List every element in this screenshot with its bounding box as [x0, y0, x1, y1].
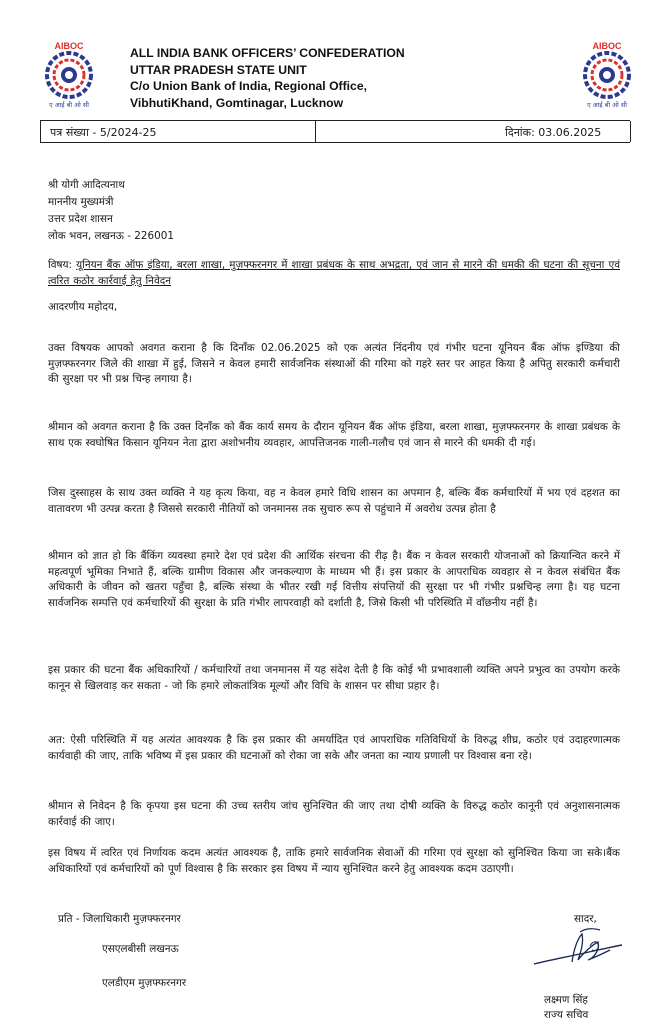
subject-text: यूनियन बैंक ऑफ इंडिया, बरला शाखा, मुज़फ्फरनगर में शाखा प्रबंधक के साथ अभद्रता, एवं जान से मारने की धमकी की घटना की सूचना एवं त्वरित कठोर कार्रवाई हेतु निवेदन: [48, 259, 620, 287]
handwritten-signature: [528, 920, 624, 982]
recipient-office: उत्तर प्रदेश शासन: [48, 213, 113, 225]
logo-motto: ए आई बी ओ सी: [49, 101, 89, 109]
body-paragraph-7: श्रीमान से निवेदन है कि कृपया इस घटना की उच्च स्तरीय जांच सुनिश्चित की जाए तथा दोषी व्यक्ति के विरुद्ध कठोर कानूनी एवं अनुशासनात्मक कार्रवाई की जाए।: [48, 800, 620, 828]
body-paragraph-4: श्रीमान को ज्ञात हो कि बैंकिंग व्यवस्था हमारे देश एवं प्रदेश की आर्थिक संरचना की रीढ़ है। बैंक न केवल सरकारी योजनाओं को क्रियान्वित करने में महत्वपूर्ण भूमिका निभाते हैं, बल्कि ग्रामीण विकास और जनकल्याण के माध्यम भी हैं। इस प्रकार के आपराधिक व्यवहार से न केवल संबंधित बैंक अधिकारी के जीवन को खतरा पहुँचा है, बल्कि संस्था के भीतर रखी गई वित्तीय संपत्तियों की सुरक्षा पर भी गंभीर प्रश्नचिन्ह लगा है। यह घटना सार्वजनिक सम्पत्ति एवं कर्मचारियों की सुरक्षा के प्रति गंभीर लापरवाही को दर्शाती है, जिसे किसी भी परिस्थिति में वाँछनीय नहीं है।: [48, 550, 620, 609]
aiboc-logo-right: [574, 40, 640, 110]
subject-label: विषय:: [48, 259, 77, 271]
aiboc-logo: [36, 40, 102, 110]
body-paragraph-1: उक्त विषयक आपको अवगत कराना है कि दिनाँक 02.06.2025 को एक अत्यंत निंदनीय एवं गंभीर घटना यूनियन बैंक ऑफ इण्डिया की मुज़फ्फरनगर जिले की शाखा में हुई, जिसने न केवल हमारी सार्वजनिक संस्थाओं की गरिमा को गहरे स्तर पर आहत किया है अपितु सरकारी कर्मचारी की सुरक्षा पर भी प्रश्न चिन्ह लगाया है।: [48, 342, 620, 386]
body-paragraph-6: अत: ऐसी परिस्थिति में यह अत्यंत आवश्यक है कि इस प्रकार की अमर्यादित एवं आपराधिक गतिविधियों के विरुद्ध शीघ्र, कठोर एवं उदाहरणात्मक कार्यवाही की जाए, ताकि भविष्य में इस प्रकार की घटनाओं को रोका जा सके और जनता का न्याय प्रणाली पर विश्वास बना रहे।: [48, 734, 620, 762]
copy-to-ldm: एलडीएम मुज़फ्फरनगर: [102, 977, 187, 989]
salutation: आदरणीय महोदय,: [48, 301, 118, 313]
signatory-name: लक्ष्मण सिंह: [544, 994, 588, 1006]
body-paragraph-3: जिस दुस्साहस के साथ उक्त व्यक्ति ने यह कृत्य किया, वह न केवल हमारे विधि शासन का अपमान है, बल्कि बैंक कर्मचारियों में भय एवं दहशत का वातावरण भी उत्पन्न करता है जिससे सरकारी नीतियों को जनमानस तक सुचारु रूप से पहुंचाने में अवरोध उत्पन्न होता है: [48, 487, 620, 515]
subject-line: [48, 258, 620, 289]
copy-to-dm: प्रति - जिलाधिकारी मुज़फ्फरनगर: [58, 913, 181, 925]
closing-regards: सादर,: [574, 913, 597, 925]
header-rule-top: [40, 120, 630, 121]
logo-wordmark: AIBOC: [54, 41, 84, 51]
recipient-address: [48, 177, 620, 245]
recipient-name: श्री योगी आदित्यनाथ: [48, 179, 125, 191]
address-line-1: C/o Union Bank of India, Regional Office,: [130, 79, 367, 93]
body-paragraph-8: इस विषय में त्वरित एवं निर्णायक कदम अत्यंत आवश्यक है, ताकि हमारे सार्वजनिक सेवाओं की गरिमा एवं सुरक्षा को सुनिश्चित किया जा सके।बैंक अधिकारियों एवं कर्मचारियों को पूर्ण विश्वास है कि सरकार इस विषय में न्याय सुनिश्चित करने हेतु आवश्यक कदम उठाएगी।: [48, 847, 620, 875]
body-paragraph-5: इस प्रकार की घटना बैंक अधिकारियों / कर्मचारियों तथा जनमानस में यह संदेश देती है कि कोई भी प्रभावशाली व्यक्ति अपने प्रभुत्व का उपयोग करके कानून से खिलवाड़ कर सकता - जो कि हमारे लोकतांत्रिक मूल्यों और विधि के शासन पर सीधा प्रहार है।: [48, 664, 620, 692]
copy-to-slbc: एसएलबीसी लखनऊ: [102, 943, 179, 955]
ref-box-divider: [315, 121, 316, 142]
ref-box-left-border: [40, 121, 41, 142]
letter-date: दिनांक: 03.06.2025: [505, 126, 602, 139]
body-paragraph-2: श्रीमान को अवगत कराना है कि उक्त दिनाँक को बैंक कार्य समय के दौरान यूनियन बैंक ऑफ इंडिया, बरला शाखा, मुज़फ्फरनगर के शाखा प्रबंधक के साथ एक स्वघोषित किसान यूनियन नेता द्वारा अशोभनीय व्यवहार, आपत्तिजनक गाली-गलौच एवं जान से मारने की धमकी दी गई।: [48, 421, 620, 449]
reference-number: पत्र संख्या - 5/2024-25: [50, 126, 157, 139]
logo-wordmark-right: AIBOC: [592, 41, 622, 51]
ref-box-right-border: [630, 121, 631, 142]
recipient-title: माननीय मुख्यमंत्री: [48, 196, 114, 208]
header-rule-bottom: [40, 142, 630, 143]
logo-motto-right: ए आई बी ओ सी: [587, 101, 627, 109]
signatory: [544, 993, 588, 1023]
recipient-location: लोक भवन, लखनऊ - 226001: [48, 230, 174, 242]
address-line-2: VibhutiKhand, Gomtinagar, Lucknow: [130, 95, 344, 110]
org-name: ALL INDIA BANK OFFICERS’ CONFEDERATION: [130, 46, 405, 60]
unit-name: UTTAR PRADESH STATE UNIT: [130, 62, 307, 77]
letterhead-text: [130, 45, 405, 111]
signatory-designation: राज्य सचिव: [544, 1009, 589, 1021]
